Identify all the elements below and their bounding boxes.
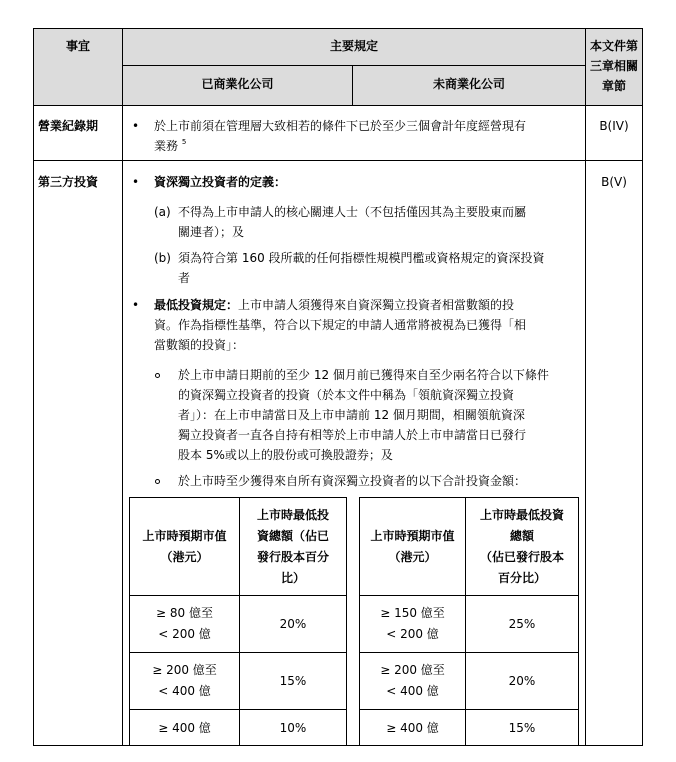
bullet-dot: • [132, 175, 140, 189]
track-record-text-2-body: 業務 [154, 139, 179, 153]
sub1-text-2: 的資深獨立投資者的投資（於本文件中稱為「領航資深獨立投資 [178, 388, 515, 402]
definition-title: 資深獨立投資者的定義： [154, 175, 287, 189]
header-commercialised: 已商業化公司 [201, 77, 274, 91]
item-a-text-2: 關連者）；及 [178, 225, 245, 239]
right-table-cell: ≥ 400 億 [386, 720, 439, 735]
left-table-cell: 10% [279, 720, 307, 735]
row-divider [33, 160, 643, 161]
item-b-marker: (b) [154, 251, 171, 265]
left-table-header-market-cap: 上市時預期市值 （港元） [142, 528, 227, 564]
item-a-marker: (a) [154, 205, 171, 219]
item-a-text-1: 不得為上市申請人的核心關連人士（不包括僅因其為主要股東而屬 [178, 205, 527, 219]
left-table-cell: 15% [279, 673, 307, 688]
row-label-track-record: 營業紀錄期 [38, 119, 99, 133]
min-investment-text-1-rest: 上市申請人須獲得來自資深獨立投資者相當數額的投 [238, 298, 515, 312]
right-table-header-market-cap: 上市時預期市值 （港元） [370, 528, 455, 564]
header-main-provisions: 主要規定 [329, 39, 378, 53]
sub1-text-5: 股本 5%或以上的股份或可換股證券；及 [178, 448, 393, 462]
header-pre-commercial: 未商業化公司 [432, 77, 505, 91]
right-table-cell: 15% [508, 720, 536, 735]
left-table-header-min-investment: 上市時最低投 資總額（佔已 發行股本百分 比） [256, 507, 329, 585]
min-investment-text-2: 資。作為指標性基準，符合以下規定的申請人通常將被視為已獲得「相 [154, 318, 527, 332]
row-ref-track-record: B(IV) [599, 119, 629, 133]
sub2-text: 於上市時至少獲得來自所有資深獨立投資者的以下合計投資金額： [178, 474, 527, 488]
sub1-text-3: 者」）：在上市申請當日及上市申請前 12 個月期間，相關領航資深 [178, 408, 525, 422]
subheader-line [122, 65, 585, 66]
bullet-dot: • [132, 298, 140, 312]
circle-bullet [155, 479, 160, 484]
right-table-header-min-investment: 上市時最低投資 總額 （佔已發行股本 百分比） [479, 507, 564, 585]
left-table-outer-right [346, 497, 347, 746]
left-table-cell: ≥ 80 億至 < 200 億 [156, 606, 213, 641]
track-record-text-1: 於上市前須在管理層大致相若的條件下已於至少三個會計年度經營現有 [154, 119, 527, 133]
row-label-third-party: 第三方投資 [38, 175, 99, 189]
sub1-text-4: 獨立投資者一直各自持有相等於上市申請人於上市申請當日已發行 [178, 428, 527, 442]
right-table-cell: ≥ 150 億至 < 200 億 [380, 606, 445, 641]
min-investment-text-3: 當數額的投資」： [154, 338, 245, 352]
circle-bullet [155, 373, 160, 378]
footnote-marker: 5 [181, 138, 187, 146]
header-bottom-line [33, 105, 643, 106]
sub1-text-1: 於上市申請日期前的至少 12 個月前已獲得來自至少兩名符合以下條件 [178, 368, 549, 382]
left-table-cell: ≥ 400 億 [158, 720, 211, 735]
min-investment-title: 最低投資規定： [154, 298, 239, 312]
right-table-cell: ≥ 200 億至 < 400 億 [380, 663, 445, 698]
header-section-ref-1: 本文件第 [589, 39, 638, 53]
header-section-ref-3: 章節 [601, 79, 626, 93]
track-record-text-2 [154, 136, 186, 157]
row-ref-third-party: B(V) [601, 175, 627, 189]
item-b-text-2: 者 [178, 271, 191, 285]
left-table-cell: 20% [279, 616, 307, 631]
bullet-dot: • [132, 119, 140, 133]
header-matter: 事宜 [65, 39, 90, 53]
item-b-text-1: 須為符合第 160 段所載的任何指標性規模門檻或資格規定的資深投資 [178, 251, 545, 265]
right-table-outer-right [578, 497, 579, 746]
header-section-ref-2: 三章相關 [589, 59, 638, 73]
min-investment-text-1 [154, 295, 514, 316]
right-table-cell: 20% [508, 673, 536, 688]
right-table-cell: 25% [508, 616, 536, 631]
col-divider-1 [122, 28, 123, 746]
left-table-cell: ≥ 200 億至 < 400 億 [152, 663, 217, 698]
